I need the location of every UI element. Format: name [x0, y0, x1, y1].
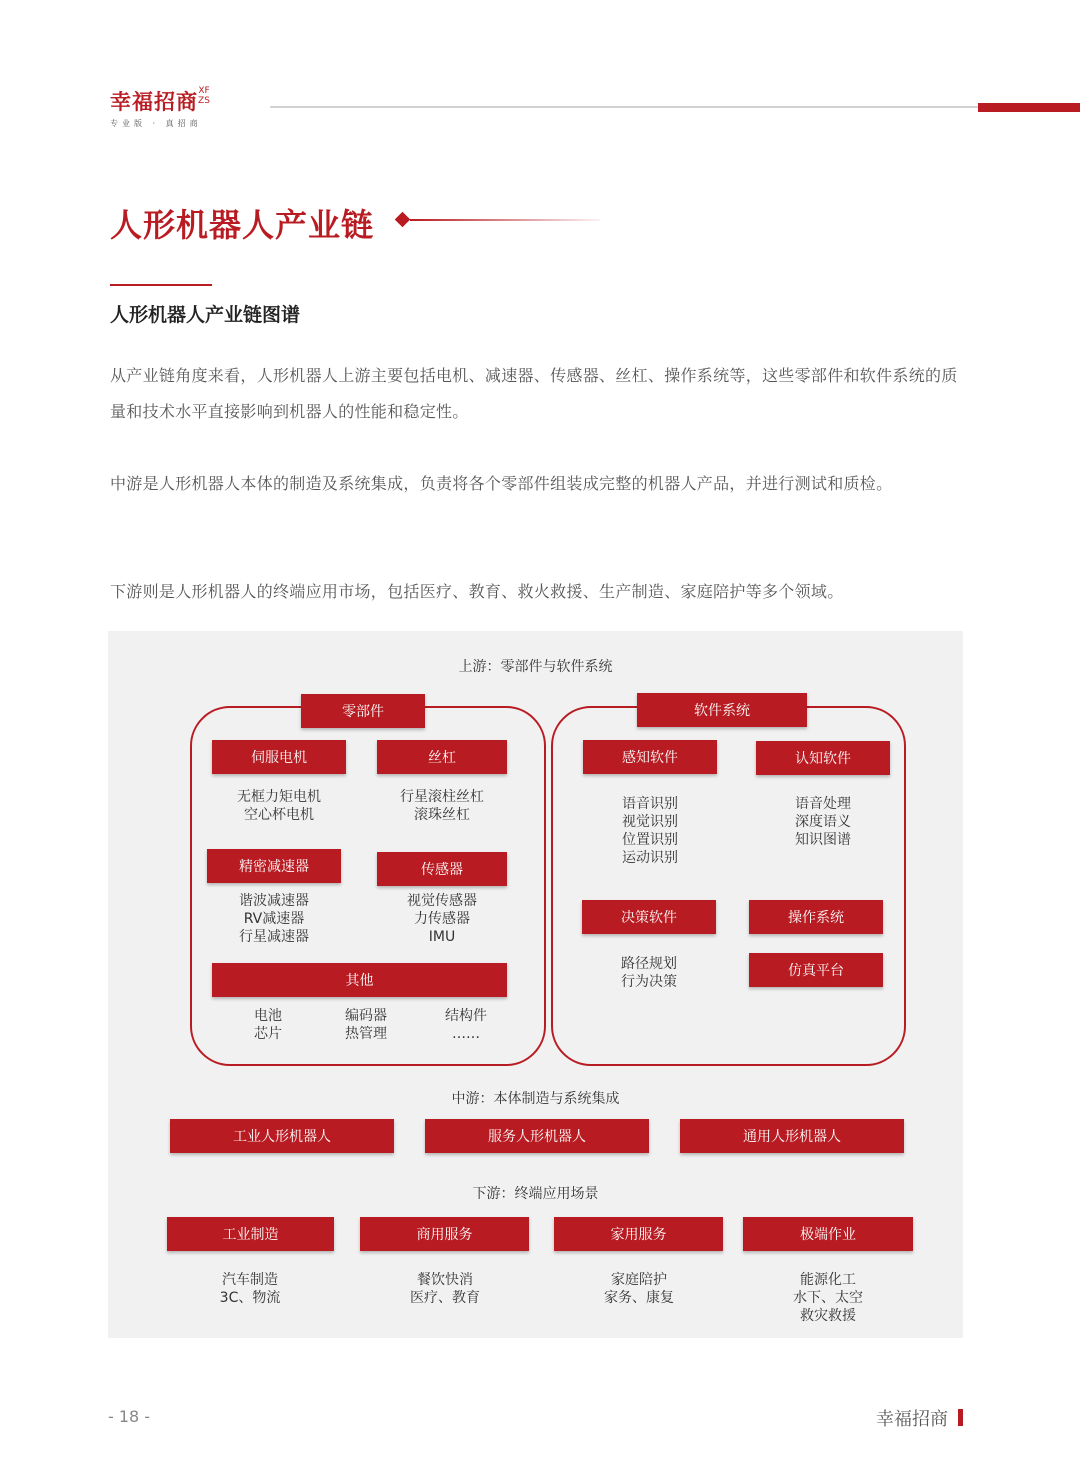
software-title: 软件系统: [637, 693, 807, 727]
brand-logo-mark: XF ZS: [198, 86, 210, 106]
section-accent-bar: [110, 284, 212, 286]
servo-motor-items: 无框力矩电机 空心杯电机: [237, 789, 321, 823]
midstream-label: 中游：本体制造与系统集成: [451, 1091, 620, 1107]
extreme-operation-items: 能源化工 水下、太空 救灾救援: [793, 1272, 863, 1324]
industrial-humanoid-box: 工业人形机器人: [170, 1119, 394, 1153]
operating-system-box: 操作系统: [749, 900, 883, 934]
header-accent-bar: [978, 103, 1080, 112]
sensor-items: 视觉传感器 力传感器 IMU: [407, 893, 477, 945]
household-service-items: 家庭陪护 家务、康复: [604, 1272, 674, 1306]
simulation-platform-box: 仿真平台: [749, 953, 883, 987]
paragraph-downstream: 下游则是人形机器人的终端应用市场，包括医疗、教育、救火救援、生产制造、家庭陪护等多个领域。: [110, 582, 844, 601]
perception-software-items: 语音识别 视觉识别 位置识别 运动识别: [622, 796, 678, 866]
other-box: 其他: [212, 963, 507, 997]
decision-software-items: 路径规划 行为决策: [621, 956, 677, 990]
page-title: 人形机器人产业链: [110, 206, 375, 244]
cognition-software-box: 认知软件: [756, 741, 890, 775]
upstream-label: 上游：零部件与软件系统: [458, 659, 613, 675]
perception-software-box: 感知软件: [583, 740, 717, 774]
general-humanoid-box: 通用人形机器人: [680, 1119, 904, 1153]
industrial-manufacturing-box: 工业制造: [167, 1217, 334, 1251]
downstream-label: 下游：终端应用场景: [472, 1186, 599, 1202]
section-title: 人形机器人产业链图谱: [110, 304, 301, 326]
footer-accent-bar: [958, 1409, 963, 1426]
decision-software-box: 决策软件: [582, 900, 716, 934]
title-diamond-icon: [395, 212, 411, 228]
commercial-service-box: 商用服务: [360, 1217, 529, 1251]
components-title: 零部件: [301, 694, 425, 728]
brand-slogan: 专业版 · 真招商: [110, 119, 202, 128]
reducer-box: 精密减速器: [207, 849, 341, 883]
household-service-box: 家用服务: [554, 1217, 723, 1251]
brand-logo-text: 幸福招商: [110, 90, 198, 114]
industrial-manufacturing-items: 汽车制造 3C、物流: [219, 1272, 281, 1306]
page-number: - 18 -: [108, 1407, 151, 1426]
screw-box: 丝杠: [377, 740, 507, 774]
header-divider: [270, 106, 980, 108]
sensor-box: 传感器: [377, 852, 507, 886]
screw-items: 行星滚柱丝杠 滚珠丝杠: [400, 789, 484, 823]
paragraph-midstream: 中游是人形机器人本体的制造及系统集成，负责将各个零部件组装成完整的机器人产品，并进行测试和质检。: [110, 474, 893, 493]
other-items-col1: 电池 芯片: [254, 1008, 282, 1042]
commercial-service-items: 餐饮快消 医疗、教育: [410, 1272, 480, 1306]
service-humanoid-box: 服务人形机器人: [425, 1119, 649, 1153]
extreme-operation-box: 极端作业: [743, 1217, 913, 1251]
servo-motor-box: 伺服电机: [212, 740, 346, 774]
reducer-items: 谐波减速器 RV减速器 行星减速器: [239, 893, 309, 945]
footer-brand: 幸福招商: [876, 1409, 948, 1430]
paragraph-upstream: 从产业链角度来看，人形机器人上游主要包括电机、减速器、传感器、丝杠、操作系统等，这些零部件和软件系统的质量和技术水平直接影响到机器人的性能和稳定性。: [110, 366, 958, 421]
other-items-col3: 结构件 ……: [445, 1008, 487, 1042]
other-items-col2: 编码器 热管理: [345, 1008, 387, 1042]
title-decor-line: [410, 219, 600, 221]
cognition-software-items: 语音处理 深度语义 知识图谱: [795, 796, 851, 848]
